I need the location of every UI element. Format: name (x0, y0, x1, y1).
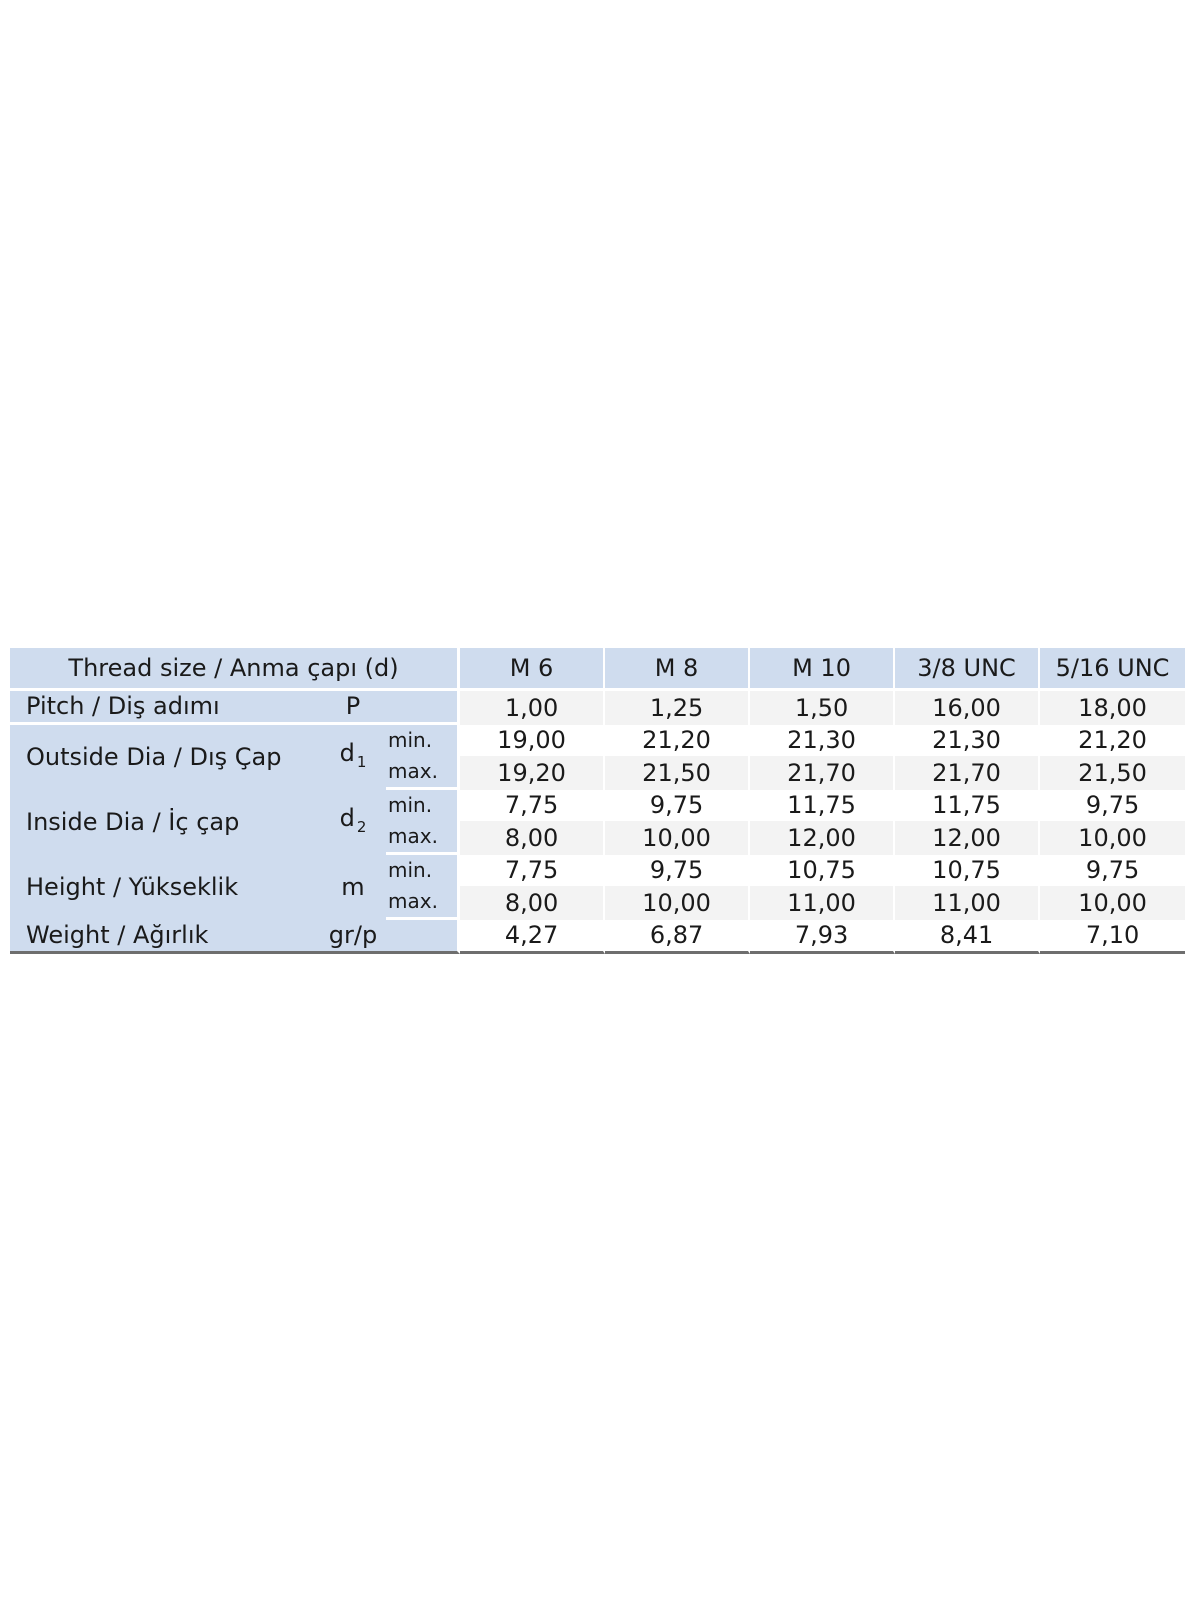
height-max-value: 11,00 (750, 886, 895, 920)
column-header-3-8-unc: 3/8 UNC (895, 648, 1040, 691)
outside-dia-max-value: 21,70 (750, 756, 895, 790)
inside-dia-max-value: 10,00 (605, 821, 750, 855)
height-symbol: m (320, 855, 386, 920)
outside-dia-min-value: 21,30 (895, 725, 1040, 756)
pitch-value: 1,00 (460, 691, 605, 725)
inside-dia-symbol-subscript: 2 (356, 817, 367, 836)
height-max-value: 11,00 (895, 886, 1040, 920)
height-label: Height / Yükseklik (10, 855, 320, 920)
thread-size-header: Thread size / Anma çapı (d) (10, 648, 460, 691)
height-min-value: 10,75 (895, 855, 1040, 886)
height-max-value: 8,00 (460, 886, 605, 920)
inside-dia-max-value: 12,00 (895, 821, 1040, 855)
height-max-value: 10,00 (1040, 886, 1185, 920)
inside-dia-min-value: 9,75 (1040, 790, 1185, 821)
weight-label: Weight / Ağırlık (10, 920, 320, 954)
min-label: min. (386, 790, 460, 821)
pitch-symbol: P (320, 691, 386, 725)
weight-value: 7,93 (750, 920, 895, 954)
weight-value: 4,27 (460, 920, 605, 954)
outside-dia-max-value: 21,50 (1040, 756, 1185, 790)
outside-dia-min-row (10, 725, 1185, 756)
outside-dia-min-value: 21,30 (750, 725, 895, 756)
pitch-range-label (386, 691, 460, 725)
min-label: min. (386, 855, 460, 886)
inside-dia-label: Inside Dia / İç çap (10, 790, 320, 855)
outside-dia-max-value: 21,50 (605, 756, 750, 790)
max-label: max. (386, 756, 460, 790)
outside-dia-label: Outside Dia / Dış Çap (10, 725, 320, 790)
pitch-value: 1,25 (605, 691, 750, 725)
outside-dia-min-value: 21,20 (1040, 725, 1185, 756)
outside-dia-min-value: 21,20 (605, 725, 750, 756)
inside-dia-min-value: 11,75 (895, 790, 1040, 821)
inside-dia-min-value: 7,75 (460, 790, 605, 821)
pitch-value: 1,50 (750, 691, 895, 725)
weight-range-label (386, 920, 460, 954)
height-min-row (10, 855, 1185, 886)
inside-dia-symbol (320, 790, 386, 855)
weight-row (10, 920, 1185, 954)
thread-spec-table (10, 648, 1185, 954)
inside-dia-max-value: 10,00 (1040, 821, 1185, 855)
height-min-value: 9,75 (605, 855, 750, 886)
outside-dia-symbol (320, 725, 386, 790)
inside-dia-symbol-base: d (339, 803, 355, 832)
column-header-m10: M 10 (750, 648, 895, 691)
height-min-value: 10,75 (750, 855, 895, 886)
header-row (10, 648, 1185, 691)
weight-value: 6,87 (605, 920, 750, 954)
column-header-m8: M 8 (605, 648, 750, 691)
inside-dia-min-value: 9,75 (605, 790, 750, 821)
outside-dia-symbol-base: d (339, 738, 355, 767)
height-max-value: 10,00 (605, 886, 750, 920)
pitch-value: 16,00 (895, 691, 1040, 725)
outside-dia-max-value: 21,70 (895, 756, 1040, 790)
weight-symbol: gr/p (320, 920, 386, 954)
inside-dia-min-row (10, 790, 1185, 821)
inside-dia-min-value: 11,75 (750, 790, 895, 821)
outside-dia-symbol-subscript: 1 (356, 752, 367, 771)
outside-dia-max-value: 19,20 (460, 756, 605, 790)
max-label: max. (386, 821, 460, 855)
height-min-value: 9,75 (1040, 855, 1185, 886)
column-header-5-16-unc: 5/16 UNC (1040, 648, 1185, 691)
column-header-m6: M 6 (460, 648, 605, 691)
min-label: min. (386, 725, 460, 756)
weight-value: 8,41 (895, 920, 1040, 954)
weight-value: 7,10 (1040, 920, 1185, 954)
outside-dia-min-value: 19,00 (460, 725, 605, 756)
max-label: max. (386, 886, 460, 920)
pitch-value: 18,00 (1040, 691, 1185, 725)
inside-dia-max-value: 12,00 (750, 821, 895, 855)
height-min-value: 7,75 (460, 855, 605, 886)
inside-dia-max-value: 8,00 (460, 821, 605, 855)
pitch-label: Pitch / Diş adımı (10, 691, 320, 725)
pitch-row (10, 691, 1185, 725)
